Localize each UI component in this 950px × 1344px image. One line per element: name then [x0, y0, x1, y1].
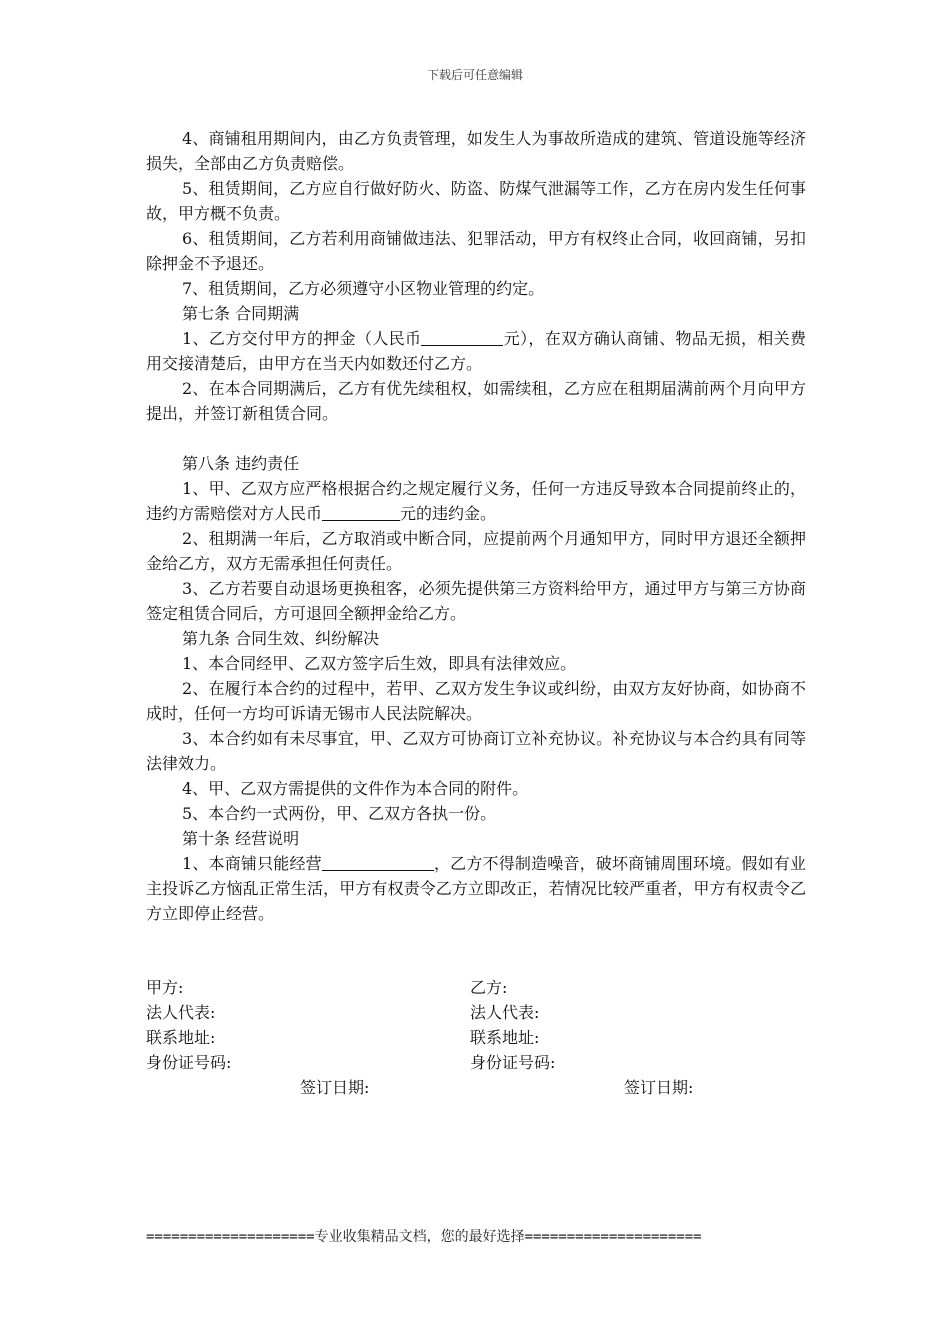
article-10-item-1-text-a: 1、本商铺只能经营: [182, 854, 322, 873]
article-10-item-1-text-b: ，乙方不得制造噪音，破坏商铺周围环境。假如有业主投诉乙方恼乱正常生活，甲方有权责令乙方立即改正，若情况比较严重者，甲方有权责令乙方立即停止经营。: [146, 854, 806, 923]
signature-block: [146, 975, 806, 1100]
party-b-label: 乙方:: [470, 978, 508, 997]
article-8-item-3: 3、乙方若要自动退场更换租客，必须先提供第三方资料给甲方，通过甲方与第三方协商签定租赁合同后，方可退回全额押金给乙方。: [146, 579, 806, 623]
contract-body: [146, 126, 806, 926]
page-footer: ====================专业收集精品文档，您的最好选择=====================: [146, 1229, 702, 1245]
article-8-heading: 第八条 违约责任: [182, 454, 300, 473]
penalty-blank: [322, 504, 400, 521]
party-a-date-label: 签订日期:: [300, 1078, 370, 1097]
article-7-item-1-text-a: 1、乙方交付甲方的押金（人民币: [182, 329, 422, 348]
article-8-item-1: [146, 476, 806, 526]
party-b-rep-label: 法人代表:: [470, 1003, 540, 1022]
signature-row-rep: [146, 1000, 806, 1025]
article-7-item-1: [146, 326, 806, 376]
page-header: 下载后可任意编辑: [426, 68, 523, 82]
clause-6-item-7: 7、租赁期间，乙方必须遵守小区物业管理的约定。: [182, 279, 545, 298]
article-7-item-1-text-b: 元），在双方确认商铺、物品无损，相关费用交接清楚后，由甲方在当天内如数还付乙方。: [146, 329, 806, 373]
party-b-id-label: 身份证号码:: [470, 1053, 556, 1072]
party-a-label: 甲方:: [146, 978, 184, 997]
article-10-item-1: [146, 851, 806, 926]
party-a-address-label: 联系地址:: [146, 1028, 216, 1047]
clause-6-item-4: 4、商铺租用期间内，由乙方负责管理，如发生人为事故所造成的建筑、管道设施等经济损失，全部由乙方负责赔偿。: [146, 129, 806, 173]
article-9-item-1: 1、本合同经甲、乙双方签字后生效，即具有法律效应。: [182, 654, 577, 673]
article-7-heading: 第七条 合同期满: [182, 304, 300, 323]
article-9-heading: 第九条 合同生效、纠纷解决: [182, 629, 380, 648]
party-a-rep-label: 法人代表:: [146, 1003, 216, 1022]
article-8-item-1-text-b: 元的违约金。: [400, 504, 497, 523]
signature-row-address: [146, 1025, 806, 1050]
business-scope-blank: [322, 854, 434, 871]
clause-6-item-6: 6、租赁期间，乙方若利用商铺做违法、犯罪活动，甲方有权终止合同，收回商铺，另扣除押金不予退还。: [146, 229, 806, 273]
article-7-item-2: 2、在本合同期满后，乙方有优先续租权，如需续租，乙方应在租期届满前两个月向甲方提出，并签订新租赁合同。: [146, 379, 806, 423]
signature-row-date: [146, 1075, 806, 1100]
signature-row-party: [146, 975, 806, 1000]
clause-6-item-5: 5、租赁期间，乙方应自行做好防火、防盗、防煤气泄漏等工作，乙方在房内发生任何事故，甲方概不负责。: [146, 179, 806, 223]
article-9-item-5: 5、本合约一式两份，甲、乙双方各执一份。: [182, 804, 497, 823]
article-8-item-1-text-a: 1、甲、乙双方应严格根据合约之规定履行义务，任何一方违反导致本合同提前终止的，违约方需赔偿对方人民币: [146, 479, 806, 523]
spacer: [146, 426, 806, 451]
party-b-address-label: 联系地址:: [470, 1028, 540, 1047]
article-9-item-4: 4、甲、乙双方需提供的文件作为本合同的附件。: [182, 779, 529, 798]
signature-row-id: [146, 1050, 806, 1075]
party-b-date-label: 签订日期:: [624, 1078, 694, 1097]
article-8-item-2: 2、租期满一年后，乙方取消或中断合同，应提前两个月通知甲方，同时甲方退还全额押金给乙方，双方无需承担任何责任。: [146, 529, 806, 573]
article-10-heading: 第十条 经营说明: [182, 829, 300, 848]
article-9-item-3: 3、本合约如有未尽事宜，甲、乙双方可协商订立补充协议。补充协议与本合约具有同等法律效力。: [146, 729, 806, 773]
article-9-item-2: 2、在履行本合约的过程中，若甲、乙双方发生争议或纠纷，由双方友好协商，如协商不成时，任何一方均可诉请无锡市人民法院解决。: [146, 679, 806, 723]
party-a-id-label: 身份证号码:: [146, 1053, 232, 1072]
deposit-blank: [421, 329, 503, 346]
